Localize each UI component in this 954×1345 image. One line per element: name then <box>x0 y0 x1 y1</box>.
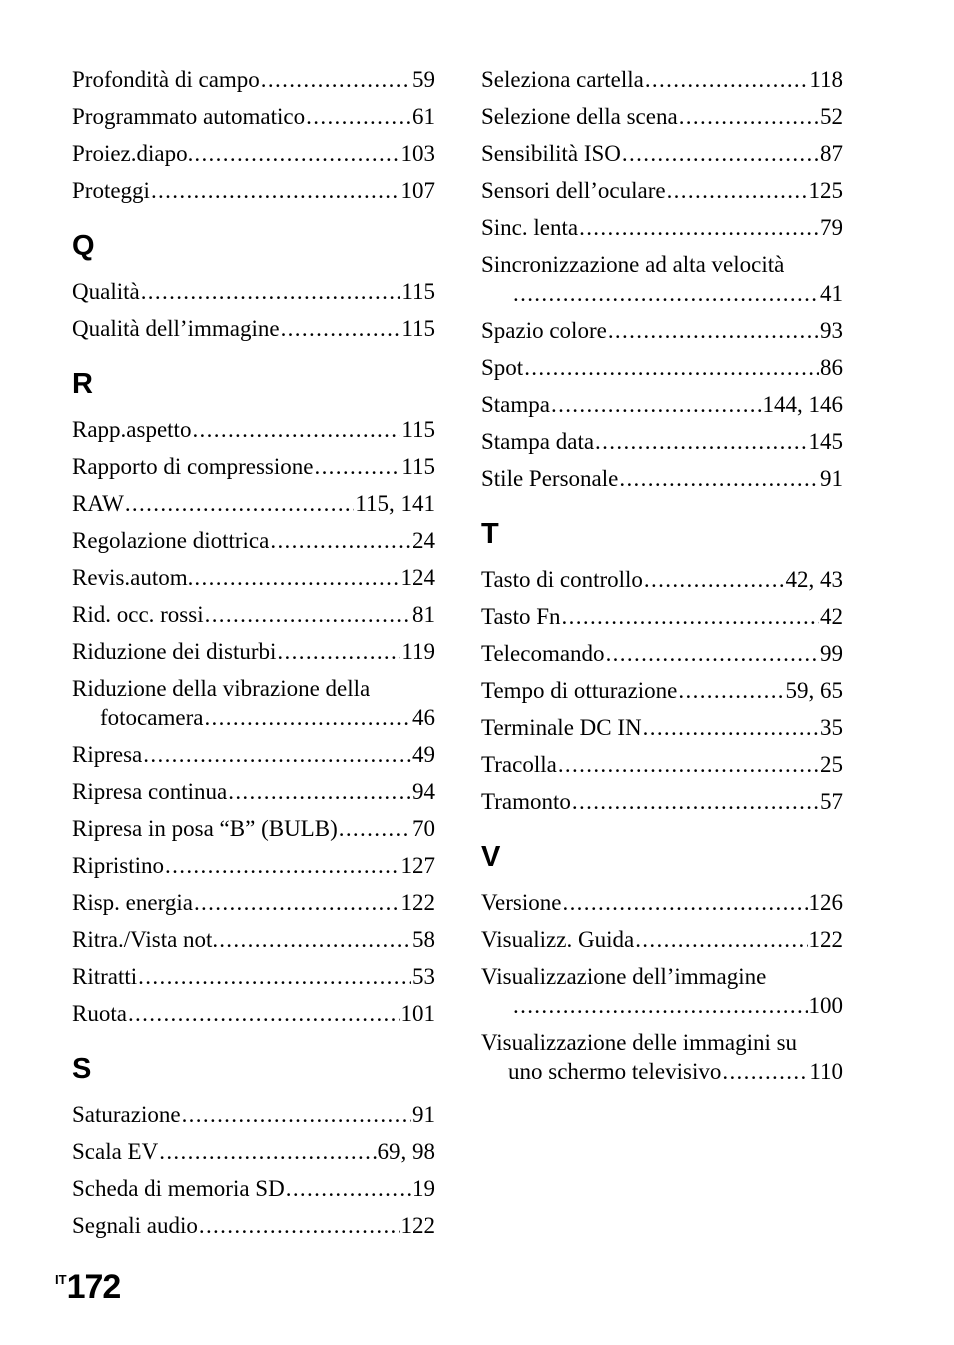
index-term: Sinc. lenta <box>481 215 579 240</box>
index-term: Proteggi <box>72 178 150 203</box>
index-term: Tasto di controllo <box>481 567 643 592</box>
index-group-s-right-b <box>481 316 843 493</box>
index-term: Tasto Fn <box>481 604 561 629</box>
index-term: Risp. energia <box>72 890 193 915</box>
index-page-ref: 103 <box>400 141 435 166</box>
dot-leader <box>192 415 400 444</box>
index-page-ref: 46 <box>412 705 435 730</box>
index-entry <box>481 65 843 94</box>
dot-leader <box>159 1137 376 1166</box>
index-page-ref: 115 <box>401 454 435 479</box>
index-page-ref: 144, 146 <box>762 392 843 417</box>
index-term-continuation: uno schermo televisivo <box>508 1059 722 1084</box>
index-entry <box>72 102 435 131</box>
index-page-ref: 42, 43 <box>785 567 843 592</box>
index-page-ref: 19 <box>412 1176 435 1201</box>
index-entry <box>481 316 843 345</box>
index-page-ref: 110 <box>809 1059 843 1084</box>
index-term: Tracolla <box>481 752 557 777</box>
index-term: Stampa data <box>481 429 595 454</box>
index-page-ref: 91 <box>820 466 843 491</box>
dot-leader <box>722 1057 808 1086</box>
dot-leader <box>608 316 819 345</box>
index-entry <box>72 526 435 555</box>
index-entry <box>72 277 435 306</box>
dot-leader <box>128 999 400 1028</box>
index-page-ref: 59, 65 <box>785 678 843 703</box>
index-page-ref: 69, 98 <box>377 1139 435 1164</box>
index-term: Versione <box>481 890 562 915</box>
index-page-ref: 122 <box>808 927 843 952</box>
index-entry <box>481 213 843 242</box>
dot-leader <box>314 452 400 481</box>
index-group-t <box>481 565 843 816</box>
dot-leader <box>562 888 807 917</box>
index-page-ref: 58 <box>412 927 435 952</box>
index-entry <box>72 962 435 991</box>
index-page-ref: 145 <box>808 429 843 454</box>
dot-leader <box>679 102 819 131</box>
dot-leader <box>286 1174 411 1203</box>
index-page-ref: 124 <box>400 565 435 590</box>
index-term: Programmato automatico <box>72 104 306 129</box>
index-entry <box>72 415 435 444</box>
index-term: RAW <box>72 491 124 516</box>
index-term: Sensori dell’oculare <box>481 178 666 203</box>
dot-leader <box>524 353 819 382</box>
index-entry-multiline <box>481 1028 843 1086</box>
index-entry <box>481 888 843 917</box>
dot-leader <box>219 925 411 954</box>
index-entry <box>481 713 843 742</box>
index-term: Sincronizzazione ad alta velocità <box>481 252 785 277</box>
dot-leader <box>558 750 819 779</box>
dot-leader <box>141 277 401 306</box>
index-group-r-a <box>72 415 435 666</box>
dot-leader <box>643 713 819 742</box>
index-page-ref: 35 <box>820 715 843 740</box>
index-term: Selezione della scena <box>481 104 678 129</box>
index-term: Saturazione <box>72 1102 181 1127</box>
index-term: Stampa <box>481 392 550 417</box>
index-column-left <box>72 65 435 1248</box>
page-number <box>55 1268 120 1307</box>
index-page-ref: 52 <box>820 104 843 129</box>
section-letter-v: V <box>481 841 501 873</box>
index-term: Ripristino <box>72 853 165 878</box>
dot-leader <box>277 637 400 666</box>
index-page-ref: 119 <box>401 639 435 664</box>
index-term: Regolazione diottrica <box>72 528 270 553</box>
dot-leader <box>635 925 807 954</box>
dot-leader <box>339 814 411 843</box>
index-term: Ripresa continua <box>72 779 228 804</box>
index-term: Ruota <box>72 1001 127 1026</box>
index-page-ref: 49 <box>412 742 435 767</box>
index-entry <box>481 102 843 131</box>
index-page-ref: 57 <box>820 789 843 814</box>
index-term: Segnali audio <box>72 1213 198 1238</box>
index-entry <box>481 427 843 456</box>
index-entry <box>72 139 435 168</box>
index-page-ref: 93 <box>820 318 843 343</box>
index-entry <box>481 787 843 816</box>
index-column-right <box>481 65 843 1094</box>
dot-leader <box>199 1211 400 1240</box>
index-entry <box>72 65 435 94</box>
index-entry <box>481 639 843 668</box>
dot-leader <box>619 464 819 493</box>
index-entry-multiline <box>72 674 435 732</box>
dot-leader <box>281 314 401 343</box>
index-entry-multiline <box>481 962 843 1020</box>
dot-leader <box>606 639 819 668</box>
index-entry <box>72 1137 435 1166</box>
index-entry <box>481 176 843 205</box>
index-page-ref: 99 <box>820 641 843 666</box>
index-term: Ritratti <box>72 964 138 989</box>
index-entry <box>72 999 435 1028</box>
dot-leader <box>151 176 400 205</box>
index-entry <box>72 777 435 806</box>
dot-leader <box>579 213 819 242</box>
index-entry <box>72 176 435 205</box>
section-letter-r: R <box>72 368 93 400</box>
index-group-r-b <box>72 740 435 1028</box>
dot-leader <box>143 740 411 769</box>
dot-leader <box>551 390 762 419</box>
dot-leader <box>678 676 784 705</box>
index-page-ref: 41 <box>820 281 843 306</box>
dot-leader <box>270 526 411 555</box>
index-entry <box>72 489 435 518</box>
section-letter-s: S <box>72 1053 92 1085</box>
index-page-ref: 101 <box>400 1001 435 1026</box>
index-entry <box>481 464 843 493</box>
page-number-value: 172 <box>66 1268 121 1306</box>
index-term: Seleziona cartella <box>481 67 644 92</box>
index-group-q <box>72 277 435 343</box>
index-term: Stile Personale <box>481 466 619 491</box>
index-term: Spazio colore <box>481 318 607 343</box>
index-entry <box>72 888 435 917</box>
dot-leader <box>228 777 411 806</box>
dot-leader <box>572 787 819 816</box>
index-entry <box>72 563 435 592</box>
index-page-ref: 53 <box>412 964 435 989</box>
index-term: Qualità dell’immagine <box>72 316 280 341</box>
dot-leader <box>165 851 399 880</box>
index-page-ref: 115 <box>401 316 435 341</box>
index-term: Terminale DC IN <box>481 715 642 740</box>
index-term: Visualizzazione dell’immagine <box>481 964 767 989</box>
index-page-ref: 91 <box>412 1102 435 1127</box>
index-page-ref: 126 <box>808 890 843 915</box>
dot-leader <box>261 65 411 94</box>
index-page-ref: 107 <box>400 178 435 203</box>
index-page-ref: 122 <box>400 1213 435 1238</box>
index-entry <box>72 600 435 629</box>
index-page-ref: 118 <box>809 67 843 92</box>
index-term: Spot <box>481 355 524 380</box>
index-term: Telecomando <box>481 641 605 666</box>
index-entry <box>72 314 435 343</box>
index-entry <box>481 925 843 954</box>
index-page-ref: 127 <box>400 853 435 878</box>
index-term: Tempo di otturazione <box>481 678 678 703</box>
index-entry <box>481 390 843 419</box>
index-entry <box>481 676 843 705</box>
dot-leader <box>513 279 819 308</box>
index-page-ref: 79 <box>820 215 843 240</box>
dot-leader <box>513 991 808 1020</box>
index-term: Proiez.diapo. <box>72 141 194 166</box>
index-entry <box>72 1100 435 1129</box>
dot-leader <box>645 65 809 94</box>
section-letter-t: T <box>481 518 499 550</box>
dot-leader <box>562 602 819 631</box>
dot-leader <box>182 1100 411 1129</box>
index-entry <box>72 452 435 481</box>
index-page-ref: 59 <box>412 67 435 92</box>
index-page-ref: 81 <box>412 602 435 627</box>
index-term: Qualità <box>72 279 140 304</box>
dot-leader <box>194 139 399 168</box>
index-entry <box>72 1211 435 1240</box>
language-code: IT <box>55 1272 67 1287</box>
index-entry <box>72 925 435 954</box>
index-page-ref: 115, 141 <box>355 491 435 516</box>
index-entry <box>481 353 843 382</box>
index-term: Rapporto di compressione <box>72 454 314 479</box>
index-term: Profondità di campo <box>72 67 260 92</box>
index-entry-multiline <box>481 250 843 308</box>
index-page-ref: 24 <box>412 528 435 553</box>
dot-leader <box>306 102 411 131</box>
dot-leader <box>125 489 355 518</box>
index-term: Rid. occ. rossi <box>72 602 204 627</box>
index-term: Revis.autom. <box>72 565 194 590</box>
index-group-p <box>72 65 435 205</box>
index-page-ref: 122 <box>400 890 435 915</box>
index-term: Ritra./Vista not. <box>72 927 219 952</box>
index-page-ref: 70 <box>412 816 435 841</box>
index-page-ref: 125 <box>808 178 843 203</box>
index-term: Riduzione della vibrazione della <box>72 676 371 701</box>
index-entry <box>481 750 843 779</box>
index-entry <box>72 851 435 880</box>
dot-leader <box>667 176 808 205</box>
index-group-s <box>72 1100 435 1240</box>
index-term: Sensibilità ISO <box>481 141 621 166</box>
index-page-ref: 87 <box>820 141 843 166</box>
index-page-ref: 115 <box>401 417 435 442</box>
index-term-continuation: fotocamera <box>100 705 204 730</box>
index-group-v <box>481 888 843 954</box>
dot-leader <box>205 600 411 629</box>
dot-leader <box>622 139 819 168</box>
index-term: Visualizz. Guida <box>481 927 635 952</box>
index-page-ref: 115 <box>401 279 435 304</box>
index-page-ref: 42 <box>820 604 843 629</box>
index-page-ref: 61 <box>412 104 435 129</box>
index-term: Scala EV <box>72 1139 159 1164</box>
index-term: Ripresa in posa “B” (BULB) <box>72 816 338 841</box>
index-page-ref: 94 <box>412 779 435 804</box>
index-entry <box>72 740 435 769</box>
dot-leader <box>194 563 399 592</box>
index-entry <box>72 814 435 843</box>
index-group-s-right-a <box>481 65 843 242</box>
dot-leader <box>194 888 400 917</box>
index-term: Riduzione dei disturbi <box>72 639 277 664</box>
index-term: Scheda di memoria SD <box>72 1176 285 1201</box>
index-page-ref: 86 <box>820 355 843 380</box>
index-term: Rapp.aspetto <box>72 417 192 442</box>
index-term: Visualizzazione delle immagini su <box>481 1030 798 1055</box>
index-entry <box>481 565 843 594</box>
index-page-ref: 25 <box>820 752 843 777</box>
index-page-ref: 100 <box>808 993 843 1018</box>
section-letter-q: Q <box>72 230 95 262</box>
index-entry <box>72 1174 435 1203</box>
index-entry <box>72 637 435 666</box>
index-entry <box>481 602 843 631</box>
dot-leader <box>138 962 411 991</box>
dot-leader <box>595 427 807 456</box>
index-entry <box>481 139 843 168</box>
index-term: Tramonto <box>481 789 571 814</box>
dot-leader <box>644 565 785 594</box>
dot-leader <box>204 703 411 732</box>
index-term: Ripresa <box>72 742 143 767</box>
